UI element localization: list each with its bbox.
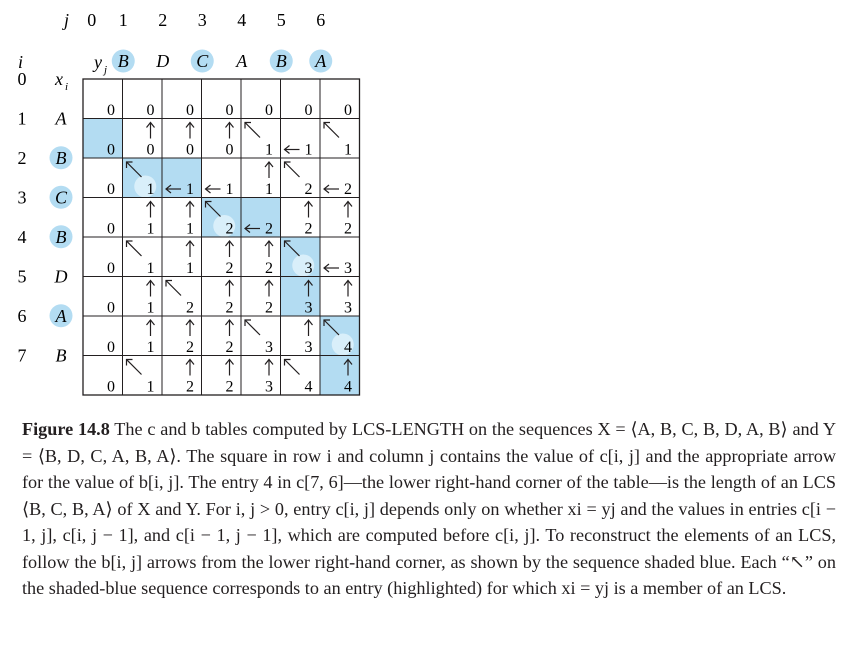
- up-arrow-icon: [344, 281, 352, 297]
- cell-value: 2: [225, 299, 234, 317]
- up-arrow-icon: [265, 281, 273, 297]
- cell-value: 0: [107, 102, 115, 119]
- up-arrow-icon: [226, 123, 234, 139]
- col-index: 2: [158, 10, 168, 30]
- left-arrow-icon: [206, 185, 221, 193]
- cell-value: 3: [265, 378, 273, 396]
- cell-value: 1: [344, 141, 352, 159]
- cell-value: 3: [344, 260, 352, 277]
- cell-value: 1: [146, 339, 155, 356]
- x-seq-letter: A: [55, 305, 67, 326]
- shaded-cell: [83, 119, 123, 159]
- cell-value: 1: [146, 220, 155, 238]
- cell-value: 0: [107, 220, 115, 238]
- cell-value: 2: [186, 339, 194, 356]
- cell-value: 4: [344, 378, 352, 396]
- cell-value: 1: [265, 181, 273, 198]
- x-seq-letter: A: [55, 108, 67, 129]
- col-index: 0: [87, 10, 97, 30]
- cell-value: 0: [107, 378, 115, 396]
- left-arrow-icon: [324, 185, 339, 193]
- cell-value: 3: [304, 299, 313, 317]
- cell-value: 3: [304, 260, 313, 277]
- y-seq-letter: B: [117, 51, 129, 71]
- cell-value: 2: [225, 220, 234, 238]
- up-arrow-icon: [265, 241, 273, 257]
- cell-value: 4: [304, 378, 313, 396]
- cell-value: 2: [344, 220, 352, 238]
- row-index: 3: [17, 187, 27, 208]
- cell-value: 1: [186, 260, 194, 277]
- x-seq-letter: B: [55, 226, 67, 247]
- diag-arrow-icon: [127, 241, 142, 256]
- cell-value: 2: [265, 220, 273, 238]
- up-arrow-icon: [147, 281, 155, 297]
- cell-value: 0: [344, 102, 352, 119]
- diag-arrow-icon: [245, 320, 260, 335]
- up-arrow-icon: [226, 281, 234, 297]
- cell-value: 2: [304, 220, 313, 238]
- left-arrow-icon: [285, 146, 300, 154]
- y-label: y: [94, 52, 102, 72]
- up-arrow-icon: [186, 241, 194, 257]
- cell-value: 0: [107, 299, 115, 317]
- cell-value: 1: [146, 260, 155, 277]
- cell-value: 0: [146, 141, 155, 159]
- row-index: 2: [17, 147, 27, 168]
- figure-label: Figure 14.8: [22, 419, 110, 439]
- cell-value: 0: [146, 102, 155, 119]
- left-arrow-icon: [324, 264, 339, 272]
- row-index: 7: [17, 345, 27, 366]
- cell-value: 1: [146, 181, 155, 198]
- diag-arrow-icon: [245, 123, 260, 138]
- cell-value: 0: [107, 339, 115, 356]
- y-subscript: j: [104, 64, 108, 76]
- cell-value: 1: [146, 378, 155, 396]
- y-seq-letter: B: [275, 51, 287, 71]
- up-arrow-icon: [265, 360, 273, 376]
- y-seq-letter: A: [236, 51, 248, 71]
- x-label: x: [55, 68, 63, 89]
- y-seq-letter: A: [315, 51, 327, 71]
- diag-arrow-icon: [285, 162, 300, 177]
- cell-value: 2: [225, 378, 234, 396]
- shaded-cell: [162, 158, 202, 198]
- cell-value: 3: [304, 339, 313, 356]
- cell-value: 2: [265, 260, 273, 277]
- col-index: 5: [276, 10, 286, 30]
- up-arrow-icon: [147, 202, 155, 218]
- x-subscript: i: [65, 80, 69, 93]
- x-seq-letter: D: [54, 266, 68, 287]
- up-arrow-icon: [226, 320, 234, 336]
- up-arrow-icon: [226, 241, 234, 257]
- cell-value: 1: [225, 181, 234, 198]
- j-label: j: [64, 10, 70, 30]
- diag-arrow-icon: [324, 123, 339, 138]
- x-seq-letter: B: [55, 345, 67, 366]
- shaded-cell: [281, 277, 321, 317]
- cell-value: 1: [186, 220, 194, 238]
- col-index: 4: [237, 10, 247, 30]
- cell-value: 3: [344, 299, 352, 317]
- diag-arrow-icon: [127, 360, 142, 375]
- up-arrow-icon: [186, 202, 194, 218]
- cell-value: 1: [146, 299, 155, 317]
- cell-value: 2: [186, 378, 194, 396]
- up-arrow-icon: [186, 360, 194, 376]
- cell-value: 2: [265, 299, 273, 317]
- cell-value: 2: [225, 339, 234, 356]
- x-seq-letter: C: [54, 187, 68, 208]
- cell-value: 1: [265, 141, 273, 159]
- cell-value: 0: [265, 102, 273, 119]
- cell-value: 0: [186, 141, 194, 159]
- cell-value: 0: [186, 102, 194, 119]
- col-index: 6: [316, 10, 326, 30]
- up-arrow-icon: [147, 123, 155, 139]
- y-seq-letter: D: [156, 51, 170, 71]
- up-arrow-icon: [186, 320, 194, 336]
- cell-value: 0: [225, 141, 234, 159]
- up-arrow-icon: [305, 320, 313, 336]
- row-index: 1: [17, 108, 27, 129]
- up-arrow-icon: [226, 360, 234, 376]
- cell-value: 0: [107, 260, 115, 277]
- row-index: 6: [17, 305, 27, 326]
- cell-value: 0: [225, 102, 234, 119]
- col-index: 3: [197, 10, 207, 30]
- x-seq-letter: B: [55, 147, 67, 168]
- cell-value: 0: [107, 181, 115, 198]
- cell-value: 1: [304, 141, 313, 159]
- cell-value: 2: [304, 181, 313, 198]
- up-arrow-icon: [265, 162, 273, 178]
- cell-value: 1: [186, 181, 194, 198]
- up-arrow-icon: [305, 202, 313, 218]
- cell-value: 2: [225, 260, 234, 277]
- cell-value: 0: [304, 102, 313, 119]
- up-arrow-icon: [344, 202, 352, 218]
- diag-arrow-icon: [285, 360, 300, 375]
- cell-value: 4: [344, 339, 352, 356]
- y-seq-letter: C: [196, 51, 209, 71]
- cell-value: 2: [186, 299, 194, 317]
- cell-value: 3: [265, 339, 273, 356]
- shaded-cell: [320, 356, 360, 396]
- cell-value: 2: [344, 181, 352, 198]
- col-index: 1: [118, 10, 128, 30]
- row-index: 0: [17, 68, 27, 89]
- shaded-cell: [241, 198, 281, 238]
- row-index: 4: [17, 226, 27, 247]
- caption-text: The c and b tables computed by LCS-LENGTH on the sequences X = ⟨A, B, C, B, D, A, B⟩ and Y = ⟨B, D, C, A, B, A⟩. The square in row i and column j contains the value of c[i, j] and the appropriate arrow for the value of b[i, j]. The entry 4 in c[7, 6]—the lower right-hand corner of the table—is the length of an LCS ⟨B, C, B, A⟩ of X and Y. For i, j > 0, entry c[i, j] depends only on whether xi = yj and the values in entries c[i − 1, j], c[i, j − 1], and c[i − 1, j − 1], which are computed before c[i, j]. To reconstruct the elements of an LCS, follow the b[i, j] arrows from the lower right-hand corner, as shown by the sequence shaded blue. Each “↖” on the shaded-blue sequence corresponds to an entry (highlighted) for which xi = yj is a member of an LCS.: [22, 419, 836, 598]
- figure-caption: [22, 416, 836, 602]
- i-label: i: [18, 52, 24, 72]
- row-index: 5: [17, 266, 27, 287]
- up-arrow-icon: [147, 320, 155, 336]
- up-arrow-icon: [186, 123, 194, 139]
- diag-arrow-icon: [166, 281, 181, 296]
- cell-value: 0: [107, 141, 115, 159]
